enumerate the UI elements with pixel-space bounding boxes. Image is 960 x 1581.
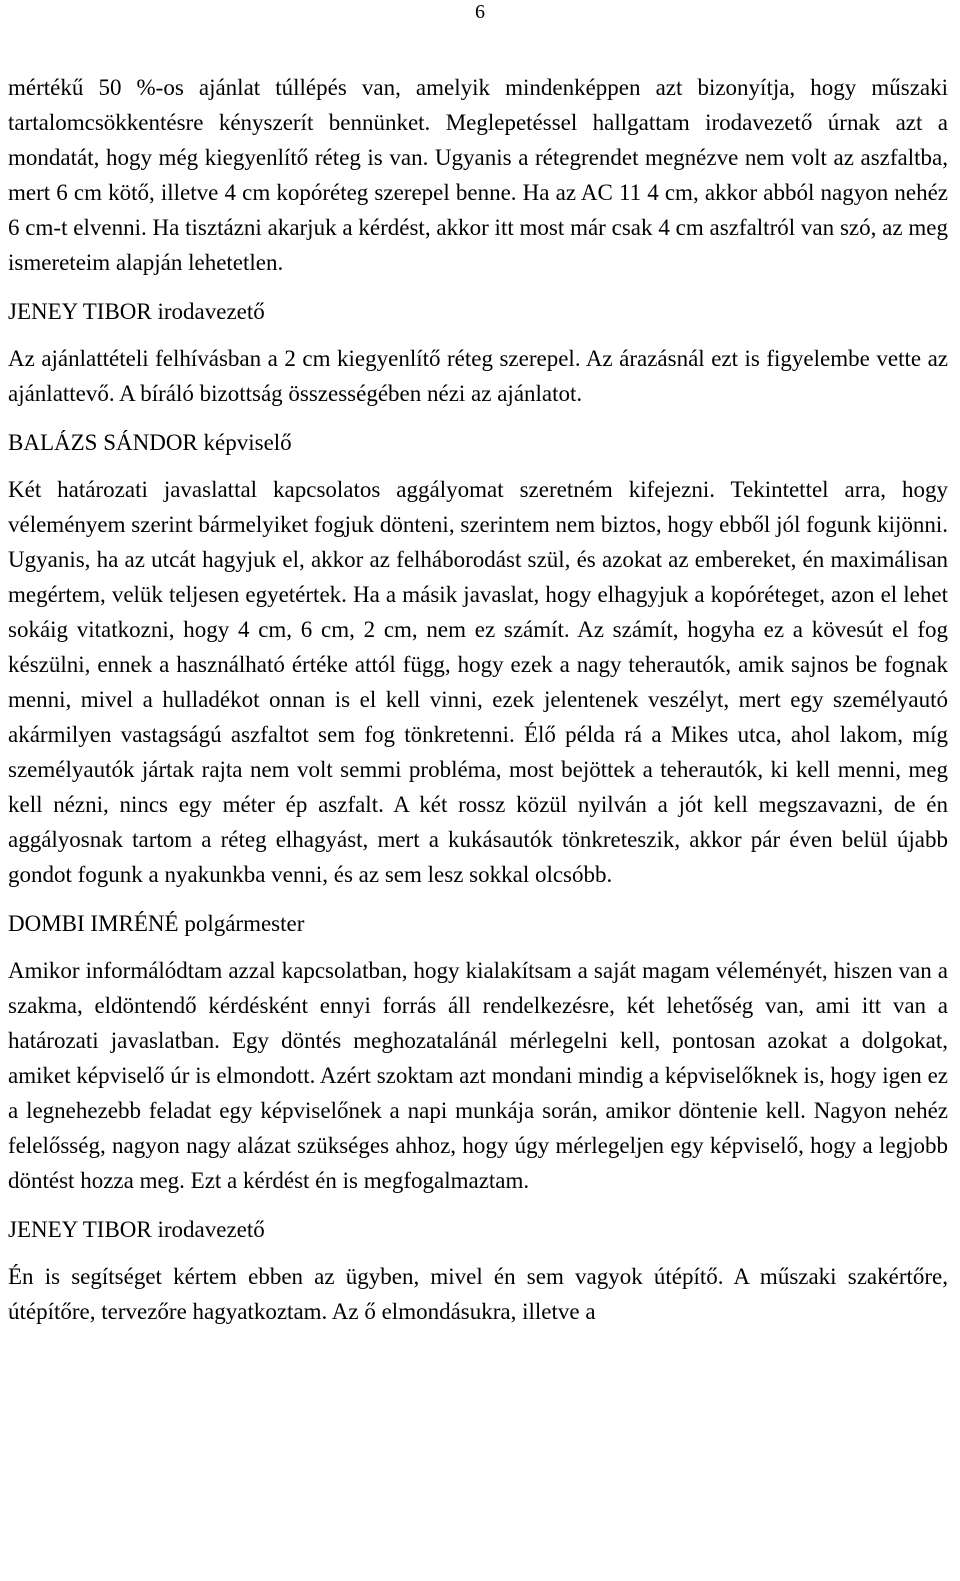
paragraph-3: Két határozati javaslattal kapcsolatos aggályomat szeretném kifejezni. Tekintettel arra, hogy véleményem szerint bármelyiket fogjuk dönteni, szerintem nem biztos, hogy ebből jól fogunk kijönni. Ugyanis, ha az utcát hagyjuk el, akkor az felháborodást szül, és azokat az embereket, én maximálisan megértem, velük teljesen egyetértek. Ha a másik javaslat, hogy elhagyjuk a kopóréteget, azon el lehet sokáig vitatkozni, hogy 4 cm, 6 cm, 2 cm, nem ez számít. Az számít, hogyha ez a kövesút el fog készülni, ennek a használható értéke attól függ, hogy ezek a nagy teherautók, amik sajnos be fognak menni, mivel a hulladékot onnan is el kell vinni, ezek jelentenek veszélyt, mert egy személyautó akármilyen vastagságú aszfaltot sem fog tönkretenni. Élő példa rá a Mikes utca, ahol lakom, míg személyautók jártak rajta nem volt semmi probléma, most bejöttek a teherautók, ki kell menni, meg kell nézni, nincs egy méter ép aszfalt. A két rossz közül nyilván a jót kell megszavazni, de én aggályosnak tartom a réteg elhagyást, mert a kukásautók tönkreteszik, akkor pár éven belül újabb gondot fogunk a nyakunkba venni, és az sem lesz sokkal olcsóbb.: [8, 477, 948, 887]
paragraph-2: Az ajánlattételi felhívásban a 2 cm kiegyenlítő réteg szerepel. Az árazásnál ezt is figyelembe vette az ajánlattevő. A bíráló bizottság összességében nézi az ajánlatot.: [8, 346, 948, 406]
paragraph-1: mértékű 50 %-os ajánlat túllépés van, amelyik mindenképpen azt bizonyítja, hogy műszaki tartalomcsökkentésre kényszerít bennünket. Meglepetéssel hallgattam irodavezető úrnak azt a mondatát, hogy még kiegyenlítő réteg is van. Ugyanis a rétegrendet megnézve nem volt az aszfaltba, mert 6 cm kötő, illetve 4 cm kopóréteg szerepel benne. Ha az AC 11 4 cm, akkor abból nagyon nehéz 6 cm-t elvenni. Ha tisztázni akarjuk a kérdést, akkor itt most már csak 4 cm aszfaltról van szó, az meg ismereteim alapján lehetetlen.: [8, 75, 948, 275]
paragraph-4: Amikor informálódtam azzal kapcsolatban, hogy kialakítsam a saját magam véleményét, hiszen van a szakma, eldöntendő kérdésként ennyi forrás áll rendelkezésre, két lehetőség van, ami itt van a határozati javaslatban. Egy döntés meghozatalánál mérlegelni kell, pontosan azokat a dolgokat, amiket képviselő úr is elmondott. Azért szoktam azt mondani mindig a képviselőknek is, hogy igen ez a legnehezebb feladat egy képviselőnek a napi munkája során, amikor döntenie kell. Nagyon nehéz felelősség, nagyon nagy alázat szükséges ahhoz, hogy úgy mérlegeljen egy képviselő, hogy a legjobb döntést hozza meg. Ezt a kérdést én is megfogalmaztam.: [8, 958, 948, 1193]
speaker-heading-balazs: BALÁZS SÁNDOR képviselő: [8, 430, 292, 455]
paragraph-5: Én is segítséget kértem ebben az ügyben, mivel én sem vagyok útépítő. A műszaki szakértőre, útépítőre, tervezőre hagyatkoztam. Az ő elmondásukra, illetve a: [8, 1264, 948, 1324]
document-body: [8, 70, 948, 1329]
speaker-heading-jeney-2: JENEY TIBOR irodavezető: [8, 1217, 265, 1242]
speaker-heading-dombi: DOMBI IMRÉNÉ polgármester: [8, 911, 305, 936]
speaker-heading-jeney-1: JENEY TIBOR irodavezető: [8, 299, 265, 324]
page-number: 6: [475, 1, 485, 23]
